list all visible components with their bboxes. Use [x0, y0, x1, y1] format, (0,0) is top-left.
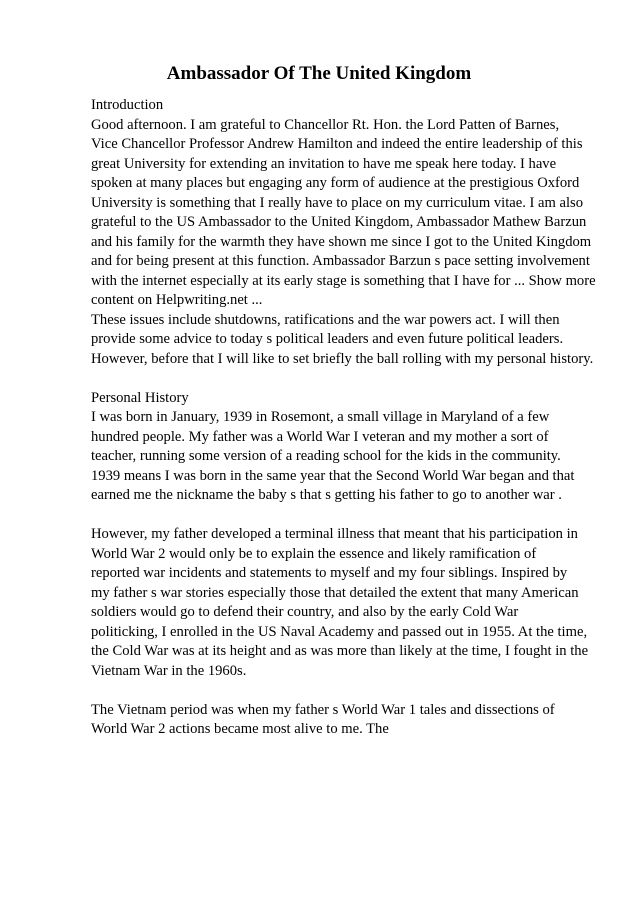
text-line: Good afternoon. I am grateful to Chancellor Rt. Hon. the Lord Patten of Barnes, [91, 116, 560, 133]
paragraph [91, 525, 611, 681]
text-line: soldiers would go to defend their country, and also by the early Cold War [91, 604, 519, 620]
text-line: grateful to the US Ambassador to the United Kingdom, Ambassador Mathew Barzun [91, 214, 587, 230]
text-line: and for being present at this function. Ambassador Barzun s pace setting involvement [91, 253, 590, 269]
text-line: However, before that I will like to set briefly the ball rolling with my personal history. [91, 350, 594, 367]
text-line: World War 2 actions became most alive to me. The [91, 721, 389, 737]
text-line: I was born in January, 1939 in Rosemont, a small village in Maryland of a few [91, 409, 550, 425]
text-line: University is something that I really have to place on my curriculum vitae. I am also [91, 194, 583, 211]
text-line: my father s war stories especially those that detailed the extent that many American [91, 584, 579, 601]
text-line: spoken at many places but engaging any form of audience at the prestigious Oxford [91, 175, 580, 191]
paragraph [91, 96, 611, 369]
text-line: reported war incidents and statements to myself and my four siblings. Inspired by [91, 565, 568, 581]
text-line: Introduction [91, 97, 164, 113]
text-line: 1939 means I was born in the same year that the Second World War began and that [91, 467, 575, 484]
text-line: provide some advice to today s political leaders and even future political leaders. [91, 331, 564, 347]
text-line: Vice Chancellor Professor Andrew Hamilton and indeed the entire leadership of this [91, 136, 583, 152]
text-line: politicking, I enrolled in the US Naval Academy and passed out in 1955. At the time, [91, 623, 588, 640]
paragraph [91, 389, 611, 506]
text-line: These issues include shutdowns, ratifications and the war powers act. I will then [91, 311, 560, 328]
text-line: World War 2 would only be to explain the essence and likely ramification of [91, 545, 537, 562]
document-body [91, 96, 611, 759]
text-line: The Vietnam period was when my father s World War 1 tales and dissections of [91, 701, 555, 718]
text-line: hundred people. My father was a World War I veteran and my mother a sort of [91, 428, 549, 445]
text-line: and his family for the warmth they have shown me since I got to the United Kingdom [91, 233, 592, 250]
text-line: great University for extending an invitation to have me speak here today. I have [91, 155, 557, 172]
text-line: Vietnam War in the 1960s. [91, 662, 247, 679]
document-title: Ambassador Of The United Kingdom [166, 63, 472, 84]
text-line: teacher, running some version of a reading school for the kids in the community. [91, 448, 561, 464]
text-line: However, my father developed a terminal illness that meant that his participation in [91, 526, 578, 542]
text-line: the Cold War was at its height and as was more than likely at the time, I fought in the [91, 643, 589, 659]
text-line: content on Helpwriting.net ... [91, 292, 263, 308]
text-line: Personal History [91, 389, 189, 406]
text-line: with the internet especially at its early stage is something that I have for ... Show more [91, 272, 596, 289]
paragraph [91, 701, 611, 740]
text-line: earned me the nickname the baby s that s getting his father to go to another war . [91, 487, 562, 503]
